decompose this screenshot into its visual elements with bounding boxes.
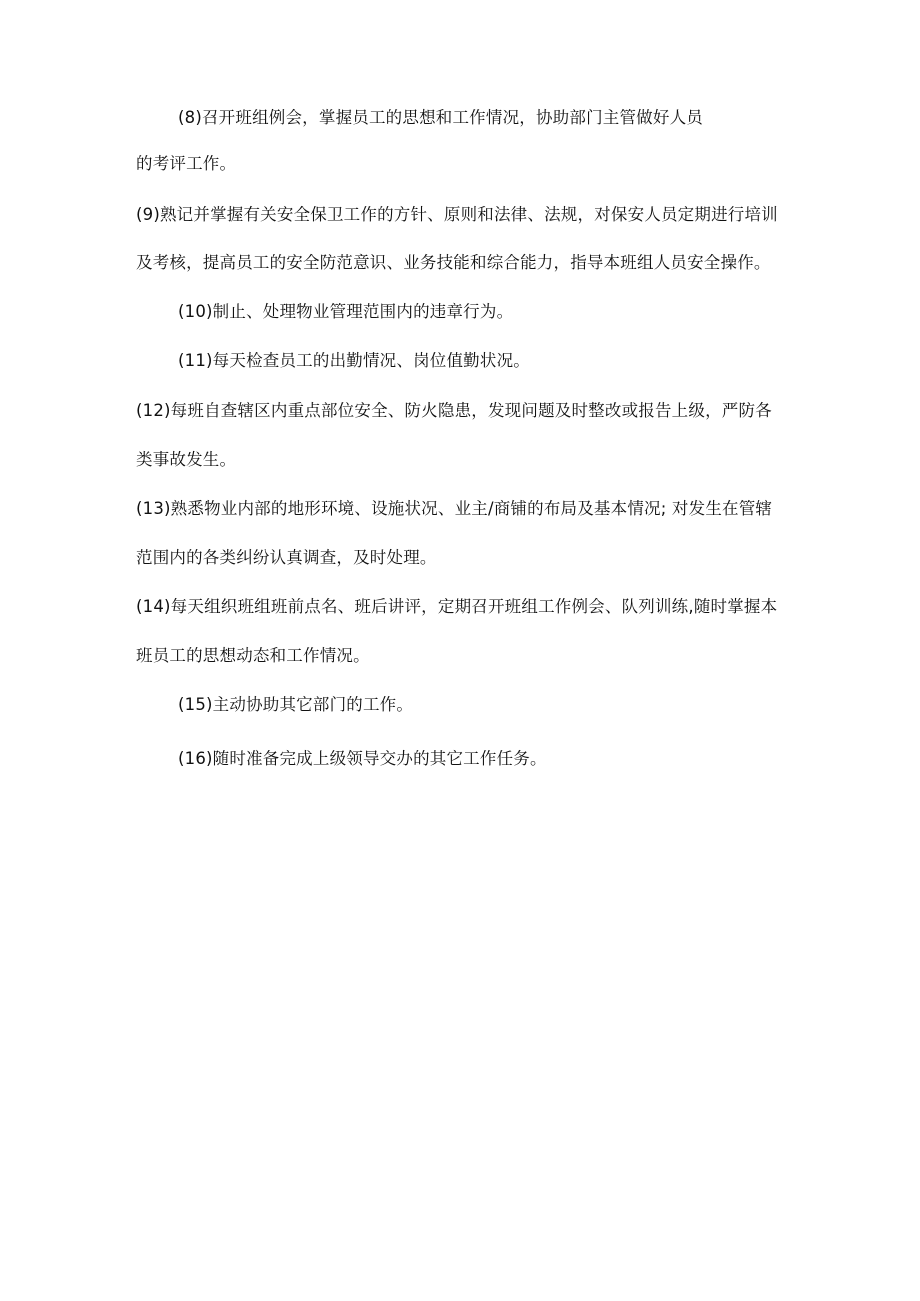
item-12-line-2: 类事故发生。 (136, 450, 237, 469)
item-13-line-1: (13)熟悉物业内部的地形环境、设施状况、业主/商铺的布局及基本情况; 对发生在管辖 (136, 499, 773, 518)
item-9-line-1: (9)熟记并掌握有关安全保卫工作的方针、原则和法律、法规，对保安人员定期进行培训 (136, 205, 778, 224)
item-9-line-2: 及考核，提高员工的安全防范意识、业务技能和综合能力，指导本班组人员安全操作。 (136, 253, 771, 272)
item-11: (11)每天检查员工的出勤情况、岗位值勤状况。 (178, 351, 530, 370)
item-13-line-2: 范围内的各类纠纷认真调查，及时处理。 (136, 548, 437, 567)
item-16: (16)随时准备完成上级领导交办的其它工作任务。 (178, 749, 547, 768)
item-14-line-2: 班员工的思想动态和工作情况。 (136, 646, 370, 665)
item-15: (15)主动协助其它部门的工作。 (178, 695, 414, 714)
item-8-line-2: 的考评工作。 (136, 154, 237, 173)
item-8-line-1: (8)召开班组例会，掌握员工的思想和工作情况，协助部门主管做好人员 (178, 108, 703, 127)
item-12-line-1: (12)每班自查辖区内重点部位安全、防火隐患，发现问题及时整改或报告上级，严防各 (136, 401, 772, 420)
item-14-line-1: (14)每天组织班组班前点名、班后讲评，定期召开班组工作例会、队列训练,随时掌握本 (136, 597, 778, 616)
item-10: (10)制止、处理物业管理范围内的违章行为。 (178, 302, 514, 321)
